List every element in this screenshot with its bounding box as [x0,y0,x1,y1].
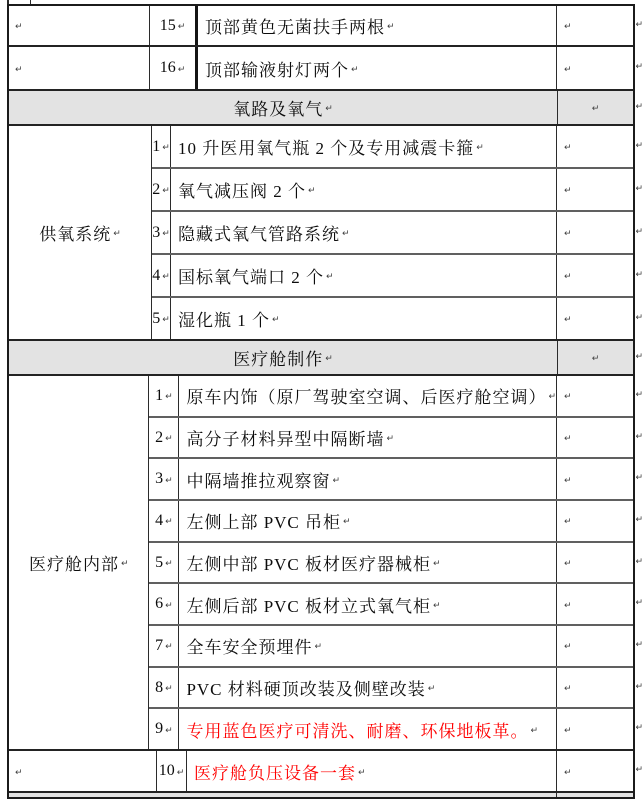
item-text: 高分子材料异型中隔断墙 [186,430,385,449]
group-rows [149,376,643,749]
paragraph-mark-icon: ↵ [325,354,333,364]
item-text: 全车安全预埋件 [186,638,313,658]
paragraph-mark-icon: ↵ [564,64,572,75]
table-row [152,212,643,255]
paragraph-mark-icon: ↵ [564,434,572,444]
table-cell-description [179,501,557,541]
table-cell-description [179,668,557,708]
section-title: 氧路及氧气 [233,100,324,119]
table-cell-empty [557,212,633,253]
section-title: 医疗舱制作 [233,350,324,369]
table-cell-number [150,47,195,89]
table-cell-number [149,584,179,624]
table-cell-description [195,6,557,45]
table-cell-description [179,709,557,749]
item-text: 左侧后部 PVC 板材立式氧气柜 [186,596,432,616]
table-cell-description [179,376,557,416]
row-number: 5 [152,309,161,327]
paragraph-mark-icon: ↵ [165,517,173,528]
paragraph-mark-icon: ↵ [351,64,359,75]
paragraph-mark-icon: ↵ [564,229,572,239]
paragraph-mark-icon: ↵ [564,767,572,778]
table-cell-empty [557,751,633,791]
group-label-cell [9,376,149,749]
oxygen-supply-group [9,126,643,341]
row-number: 15 [159,16,176,34]
table-cell-empty [9,751,157,791]
table-cell-empty [557,91,633,124]
row-number: 5 [155,553,164,571]
paragraph-mark-icon: ↵ [564,684,572,695]
paragraph-mark-icon: ↵ [433,600,441,611]
table-cell-empty [557,501,633,541]
paragraph-mark-icon: ↵ [326,272,334,282]
table-cell-empty [557,626,633,666]
paragraph-mark-icon: ↵ [530,725,538,736]
item-text: 隐藏式氧气管路系统 [178,225,340,244]
paragraph-mark-icon: ↵ [342,229,350,239]
cabin-interior-group [9,376,643,751]
table-cell-description [179,626,557,666]
table-cell-number [152,126,171,167]
table-cell-empty [557,459,633,499]
paragraph-mark-icon: ↵ [635,183,643,194]
paragraph-mark-icon: ↵ [343,517,351,528]
paragraph-mark-icon: ↵ [635,19,643,30]
table-cell-empty [557,47,633,89]
table-cell-empty [557,376,633,416]
ambulance-equipment-table [7,4,643,799]
table-row [9,751,643,793]
paragraph-mark-icon: ↵ [177,22,186,32]
table-cell-number [150,6,195,45]
item-text: 国标氧气端口 2 个 [178,268,324,287]
paragraph-mark-icon: ↵ [564,143,572,153]
table-cell-description [187,751,557,791]
paragraph-mark-icon: ↵ [176,767,185,778]
paragraph-mark-icon: ↵ [564,22,572,32]
table-cell-number [149,709,179,749]
paragraph-mark-icon: ↵ [635,723,643,734]
paragraph-mark-icon: ↵ [635,140,643,151]
paragraph-mark-icon: ↵ [635,598,643,609]
paragraph-mark-icon: ↵ [433,559,441,570]
next-section-header-partial [9,793,633,797]
table-row [149,626,643,668]
paragraph-mark-icon: ↵ [564,642,572,653]
table-cell-description [171,212,557,253]
table-row [152,298,643,339]
paragraph-mark-icon: ↵ [564,725,572,736]
table-cell-number [149,668,179,708]
paragraph-mark-icon: ↵ [165,559,173,570]
table-row [152,126,643,169]
item-text: 顶部输液射灯两个 [205,60,349,80]
table-cell-number [149,459,179,499]
paragraph-mark-icon: ↵ [165,475,173,486]
table-cell-description [171,126,557,167]
row-number: 8 [155,678,164,696]
section-header-title-cell [9,91,557,124]
table-row [149,418,643,460]
paragraph-mark-icon: ↵ [162,186,170,196]
item-text: PVC 材料硬顶改装及侧壁改装 [186,680,426,700]
row-number: 3 [152,223,161,241]
row-number: 1 [152,137,161,155]
table-cell-description [179,543,557,583]
table-cell-number [152,255,171,296]
table-cell-number [152,169,171,210]
paragraph-mark-icon: ↵ [165,434,173,444]
group-rows [152,126,643,339]
item-text: 原车内饰（原厂驾驶室空调、后医疗舱空调） [186,388,547,408]
paragraph-mark-icon: ↵ [564,186,572,196]
paragraph-mark-icon: ↵ [635,765,643,775]
table-cell-empty [9,6,150,45]
paragraph-mark-icon: ↵ [113,229,121,239]
item-text-highlight: 医疗舱负压设备一套 [194,763,356,783]
row-number: 9 [155,720,164,738]
table-cell-number [152,298,171,339]
paragraph-mark-icon: ↵ [332,475,340,486]
paragraph-mark-icon: ↵ [564,272,572,282]
paragraph-mark-icon: ↵ [358,767,366,778]
row-number: 4 [152,266,161,284]
table-cell-empty [557,418,633,458]
paragraph-mark-icon: ↵ [15,767,23,778]
paragraph-mark-icon: ↵ [308,186,316,196]
table-cell-empty [557,126,633,167]
paragraph-mark-icon: ↵ [564,392,572,403]
item-text: 氧气减压阀 2 个 [178,182,306,201]
table-cell-description [195,47,557,89]
table-row [9,6,643,47]
paragraph-mark-icon: ↵ [162,143,170,153]
paragraph-mark-icon: ↵ [165,392,173,403]
paragraph-mark-icon: ↵ [635,351,643,362]
paragraph-mark-icon: ↵ [272,315,280,325]
table-cell-empty [557,584,633,624]
paragraph-mark-icon: ↵ [427,684,436,695]
group-label: 医疗舱内部 [28,555,119,574]
paragraph-mark-icon: ↵ [635,389,643,400]
paragraph-mark-icon: ↵ [635,312,643,323]
paragraph-mark-icon: ↵ [120,559,129,569]
item-text: 10 升医用氧气瓶 2 个及专用减震卡箍 [178,139,475,158]
section-header-oxygen [9,91,643,126]
table-cell-empty [557,793,633,797]
table-row [149,584,643,626]
paragraph-mark-icon: ↵ [635,681,643,692]
item-text: 左侧中部 PVC 板材医疗器械柜 [186,555,432,575]
paragraph-mark-icon: ↵ [635,556,643,567]
table-cell-empty [557,169,633,210]
table-cell-number [149,376,179,416]
table-cell-empty [557,341,633,374]
paragraph-mark-icon: ↵ [635,473,643,484]
paragraph-mark-icon: ↵ [165,642,173,653]
item-text: 顶部黄色无菌扶手两根 [205,18,385,37]
paragraph-mark-icon: ↵ [564,600,572,611]
table-row [152,255,643,298]
row-number: 2 [155,428,164,446]
table-cell-empty [557,6,633,45]
paragraph-mark-icon: ↵ [635,269,643,280]
table-row [9,47,643,91]
table-cell-empty [9,47,150,89]
table-row [149,376,643,418]
paragraph-mark-icon: ↵ [564,517,572,528]
paragraph-mark-icon: ↵ [635,226,643,237]
row-number: 6 [155,595,164,613]
paragraph-mark-icon: ↵ [162,229,170,239]
table-cell-number [157,751,187,791]
paragraph-mark-icon: ↵ [165,600,173,611]
paragraph-mark-icon: ↵ [564,475,572,486]
table-row [149,501,643,543]
table-cell-description [179,584,557,624]
paragraph-mark-icon: ↵ [635,514,643,525]
paragraph-mark-icon: ↵ [165,725,173,736]
table-cell-empty [557,255,633,296]
table-cell-description [171,255,557,296]
paragraph-mark-icon: ↵ [162,272,170,282]
paragraph-mark-icon: ↵ [635,431,643,442]
paragraph-mark-icon: ↵ [165,684,173,695]
row-number: 2 [152,180,161,198]
item-text: 湿化瓶 1 个 [178,311,270,330]
item-text-highlight: 专用蓝色医疗可清洗、耐磨、环保地板革。 [186,721,529,741]
table-cell-empty [557,668,633,708]
table-row [149,709,643,749]
item-text: 左侧上部 PVC 吊柜 [186,513,342,533]
row-number: 1 [155,386,164,404]
paragraph-mark-icon: ↵ [177,64,186,75]
group-label: 供氧系统 [39,225,112,244]
paragraph-mark-icon: ↵ [564,559,572,570]
row-number: 4 [155,511,164,529]
table-cell-empty [557,543,633,583]
section-header-title-cell [9,341,557,374]
item-text: 中隔墙推拉观察窗 [186,471,331,491]
paragraph-mark-icon: ↵ [548,392,556,403]
paragraph-mark-icon: ↵ [386,434,394,444]
row-number: 16 [159,59,176,76]
paragraph-mark-icon: ↵ [314,642,322,653]
table-cell-description [171,169,557,210]
paragraph-mark-icon: ↵ [591,104,600,114]
paragraph-mark-icon: ↵ [476,143,484,153]
table-cell-number [149,418,179,458]
table-cell-number [149,543,179,583]
row-number: 3 [155,470,164,488]
table-cell-description [179,459,557,499]
table-cell-empty [557,709,633,749]
table-row [149,543,643,585]
section-header-title-cell [9,793,557,797]
paragraph-mark-icon: ↵ [635,62,643,72]
table-cell-number [152,212,171,253]
paragraph-mark-icon: ↵ [15,64,23,75]
table-cell-number [149,501,179,541]
group-label-cell [9,126,152,339]
paragraph-mark-icon: ↵ [325,104,333,114]
table-row [152,169,643,212]
table-cell-description [171,298,557,339]
paragraph-mark-icon: ↵ [387,22,395,32]
table-row [149,668,643,710]
table-cell-empty [557,298,633,339]
paragraph-mark-icon: ↵ [15,22,23,32]
section-header-cabin [9,341,643,376]
paragraph-mark-icon: ↵ [635,101,643,112]
paragraph-mark-icon: ↵ [635,639,643,650]
table-cell-number [149,626,179,666]
row-number: 10 [158,762,175,779]
paragraph-mark-icon: ↵ [591,354,600,364]
paragraph-mark-icon: ↵ [162,315,170,325]
table-cell-description [179,418,557,458]
row-number: 7 [155,636,164,654]
table-row [149,459,643,501]
paragraph-mark-icon: ↵ [564,315,572,325]
